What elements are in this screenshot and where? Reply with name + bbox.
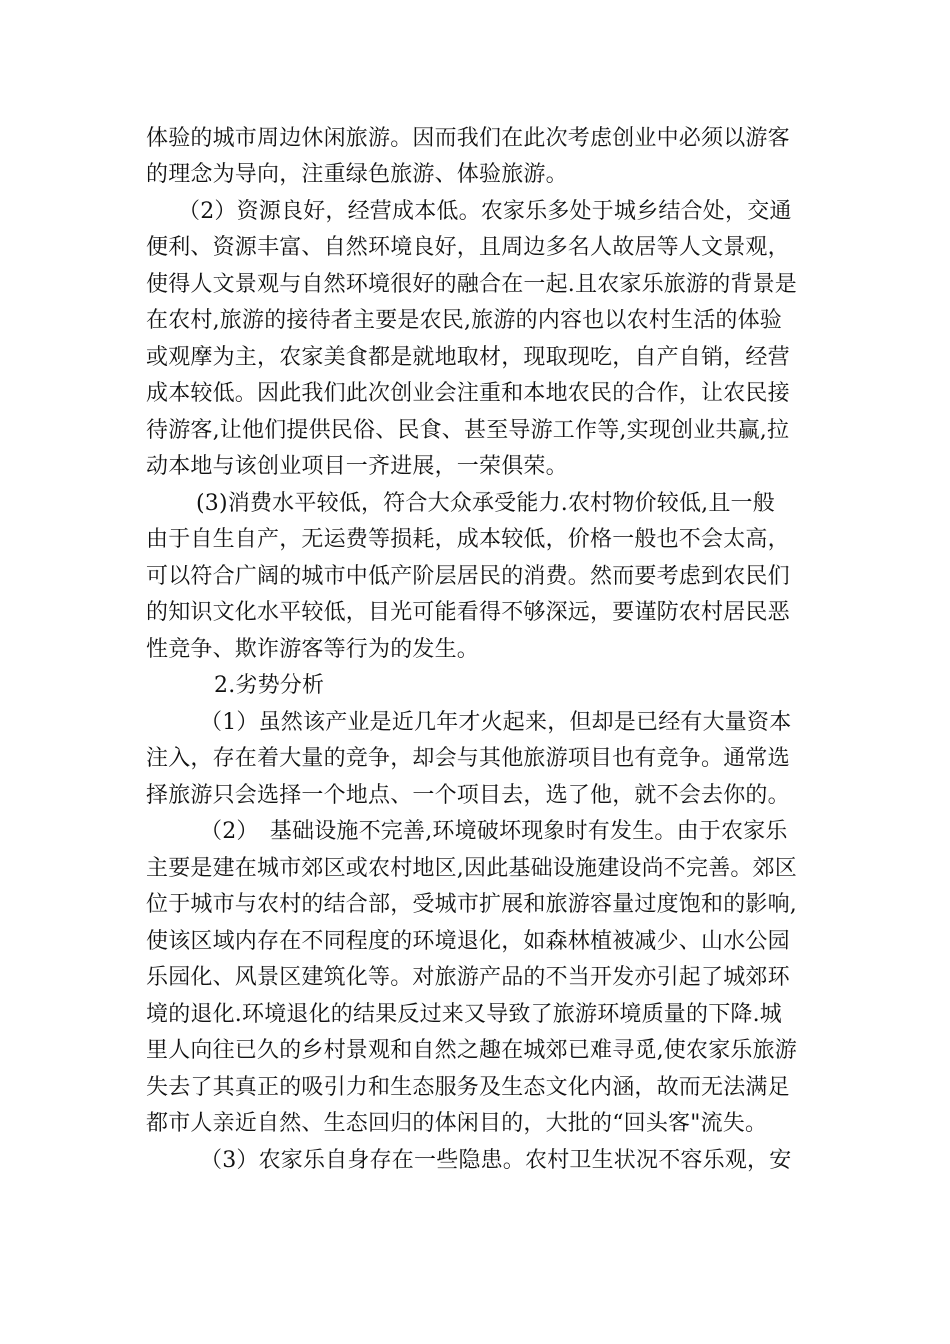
text-line: 体验的城市周边休闲旅游。因而我们在此次考虑创业中必须以游客 xyxy=(146,126,790,151)
text-line: 成本较低。因此我们此次创业会注重和本地农民的合作，让农民接 xyxy=(146,381,790,406)
text-line: 在农村,旅游的接待者主要是农民,旅游的内容也以农村生活的体验 xyxy=(146,308,782,333)
text-line: 主要是建在城市郊区或农村地区,因此基础设施建设尚不完善。郊区 xyxy=(146,856,797,881)
text-line: 使该区域内存在不同程度的环境退化，如森林植被减少、山水公园 xyxy=(146,929,790,954)
text-line: 使得人文景观与自然环境很好的融合在一起.且农家乐旅游的背景是 xyxy=(146,272,797,297)
text-line: 乐园化、风景区建筑化等。对旅游产品的不当开发亦引起了城郊环 xyxy=(146,965,790,990)
text-line: （2） 基础设施不完善,环境破坏现象时有发生。由于农家乐 xyxy=(200,819,788,844)
text-line: 里人向往已久的乡村景观和自然之趣在城郊已难寻觅,使农家乐旅游 xyxy=(146,1038,797,1063)
text-line: 的理念为导向，注重绿色旅游、体验旅游。 xyxy=(146,162,568,187)
text-line: 都市人亲近自然、生态回归的体闲目的，大批的“回头客"流失。 xyxy=(146,1111,768,1136)
text-line: （1）虽然该产业是近几年才火起来，但却是已经有大量资本 xyxy=(200,710,792,735)
text-line: 动本地与该创业项目一齐进展，一荣俱荣。 xyxy=(146,454,568,479)
text-line: 择旅游只会选择一个地点、一个项目去，选了他，就不会去你的。 xyxy=(146,783,790,808)
text-line: 或观摩为主，农家美食都是就地取材，现取现吃，自产自销，经营 xyxy=(146,345,790,370)
section-heading: 2.劣势分析 xyxy=(214,673,325,698)
text-line: 性竞争、欺诈游客等行为的发生。 xyxy=(146,637,480,662)
text-line: （3）农家乐自身存在一些隐患。农村卫生状况不容乐观，安 xyxy=(200,1148,792,1173)
text-line: (3)消费水平较低，符合大众承受能力.农村物价较低,且一般 xyxy=(196,491,775,516)
text-line: 待游客,让他们提供民俗、民食、甚至导游工作等,实现创业共赢,拉 xyxy=(146,418,790,443)
text-line: 注入，存在着大量的竞争，却会与其他旅游项目也有竞争。通常选 xyxy=(146,746,790,771)
text-line: 位于城市与农村的结合部，受城市扩展和旅游容量过度饱和的影响, xyxy=(146,892,797,917)
text-line: （2）资源良好，经营成本低。农家乐多处于城乡结合处，交通 xyxy=(178,199,792,224)
text-line: 失去了其真正的吸引力和生态服务及生态文化内涵，故而无法满足 xyxy=(146,1075,790,1100)
text-line: 可以符合广阔的城市中低产阶层居民的消费。然而要考虑到农民们 xyxy=(146,564,790,589)
text-line: 境的退化.环境退化的结果反过来又导致了旅游环境质量的下降.城 xyxy=(146,1002,782,1027)
text-line: 便利、资源丰富、自然环境良好，且周边多名人故居等人文景观， xyxy=(146,235,790,260)
text-line: 由于自生自产，无运费等损耗，成本较低，价格一般也不会太高， xyxy=(146,527,790,552)
text-line: 的知识文化水平较低，目光可能看得不够深远，要谨防农村居民恶 xyxy=(146,600,790,625)
